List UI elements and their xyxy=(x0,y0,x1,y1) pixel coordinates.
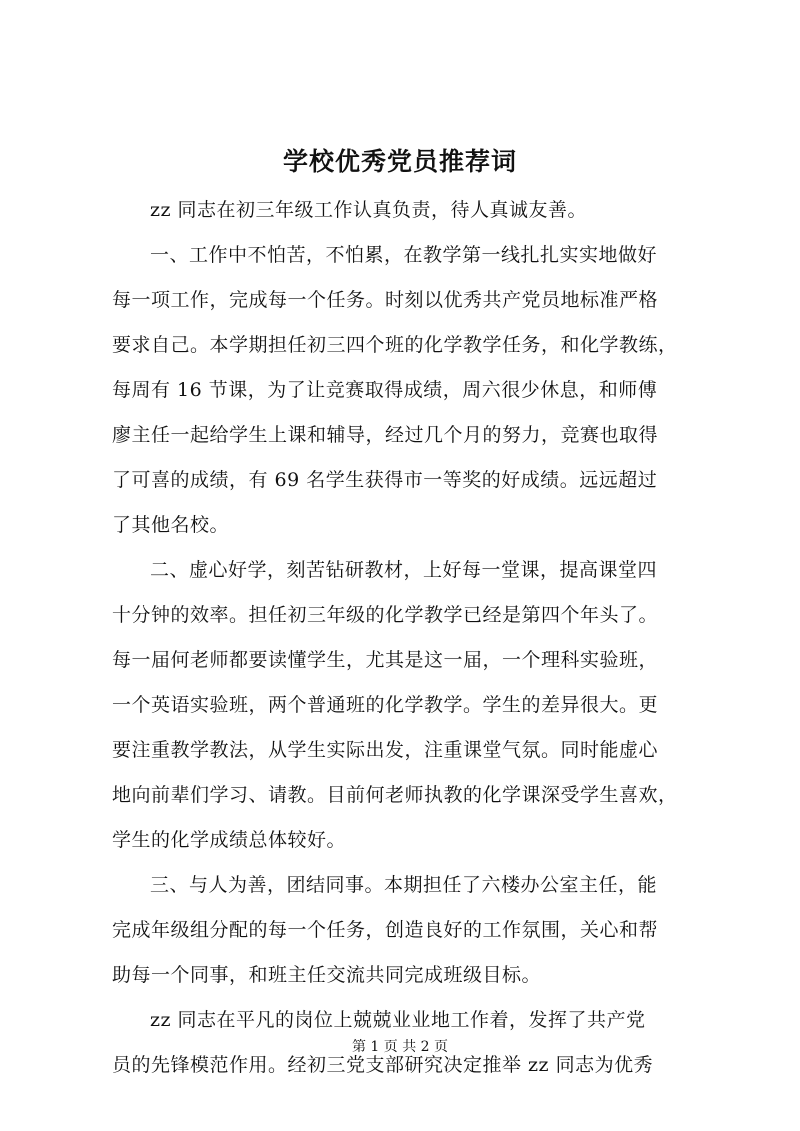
paragraph-line: 廖主任一起给学生上课和辅导，经过几个月的努力，竞赛也取得 xyxy=(112,424,659,446)
document-title: 学校优秀党员推荐词 xyxy=(282,147,517,176)
paragraph-line: zz 同志在平凡的岗位上兢兢业业地工作着，发挥了共产党 xyxy=(150,1009,646,1031)
paragraph-line: 学生的化学成绩总体较好。 xyxy=(112,829,347,851)
paragraph-line: 十分钟的效率。担任初三年级的化学教学已经是第四个年头了。 xyxy=(112,604,659,626)
paragraph-line: 完成年级组分配的每一个任务，创造良好的工作氛围，关心和帮 xyxy=(112,919,659,941)
paragraph-line: zz 同志在初三年级工作认真负责，待人真诚友善。 xyxy=(150,199,588,221)
page-footer: 第 1 页 共 2 页 xyxy=(351,1039,449,1055)
paragraph-line: 员的先锋模范作用。经初三党支部研究决定推举 zz 同志为优秀 xyxy=(112,1054,654,1076)
paragraph-line: 助每一个同事，和班主任交流共同完成班级目标。 xyxy=(112,964,542,986)
paragraph-line: 一、工作中不怕苦，不怕累，在教学第一线扎扎实实地做好 xyxy=(150,244,658,266)
paragraph-line: 要注重教学教法，从学生实际出发，注重课堂气氛。同时能虚心 xyxy=(112,739,659,761)
paragraph-line: 二、虚心好学，刻苦钻研教材，上好每一堂课，提高课堂四 xyxy=(150,559,658,581)
paragraph-line: 一个英语实验班，两个普通班的化学教学。学生的差异很大。更 xyxy=(112,694,659,716)
paragraph-line: 三、与人为善，团结同事。本期担任了六楼办公室主任，能 xyxy=(150,874,658,896)
document-body xyxy=(112,188,712,1088)
paragraph-line: 了其他名校。 xyxy=(112,514,230,536)
paragraph-line: 要求自己。本学期担任初三四个班的化学教学任务，和化学教练， xyxy=(112,334,678,356)
paragraph-line: 每周有 16 节课，为了让竞赛取得成绩，周六很少休息，和师傅 xyxy=(112,379,658,401)
paragraph-line: 了可喜的成绩，有 69 名学生获得市一等奖的好成绩。远远超过 xyxy=(112,469,658,491)
paragraph-line: 每一届何老师都要读懂学生，尤其是这一届，一个理科实验班， xyxy=(112,649,659,671)
paragraph-line: 地向前辈们学习、请教。目前何老师执教的化学课深受学生喜欢， xyxy=(112,784,678,806)
paragraph-line: 每一项工作，完成每一个任务。时刻以优秀共产党员地标准严格 xyxy=(112,289,659,311)
